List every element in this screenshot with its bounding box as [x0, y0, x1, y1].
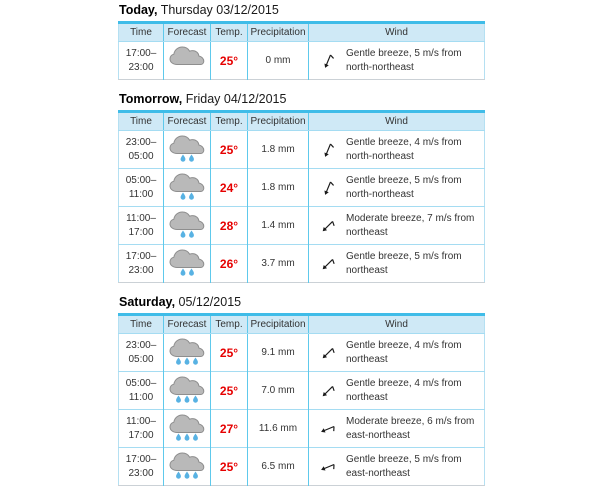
- light-rain-icon: [167, 247, 207, 277]
- forecast-section: [118, 295, 485, 486]
- cloudy-icon: [167, 44, 207, 74]
- section-title: [119, 92, 485, 107]
- time-cell: [119, 245, 164, 283]
- wind-description: Moderate breeze, 6 m/s from east-northeast: [346, 416, 475, 441]
- column-header-time: Time: [119, 23, 164, 42]
- temperature-value: 25°: [211, 372, 248, 410]
- forecast-cell: [164, 448, 211, 486]
- time-start: 05:00–: [125, 378, 157, 389]
- rain-icon: [167, 336, 207, 366]
- wind-arrow-from-northeast-icon: [318, 254, 338, 274]
- wind-arrow-from-east-northeast-icon: [318, 419, 338, 439]
- section-title: [119, 3, 485, 18]
- precipitation-value: 6.5 mm: [248, 448, 309, 486]
- section-date-label: Thursday 03/12/2015: [160, 3, 279, 17]
- forecast-cell: [164, 42, 211, 80]
- forecast-row: [119, 245, 485, 283]
- wind-arrow-from-east-northeast-icon: [318, 457, 338, 477]
- wind-description: Gentle breeze, 4 m/s from northeast: [346, 340, 462, 365]
- forecast-row: [119, 334, 485, 372]
- temperature-value: 25°: [211, 131, 248, 169]
- wind-description: Moderate breeze, 7 m/s from northeast: [346, 213, 475, 238]
- wind-arrow-from-northeast-icon: [318, 381, 338, 401]
- time-end: 23:00: [128, 61, 154, 73]
- column-header-precipitation: Precipitation: [248, 315, 309, 334]
- section-day-label: Tomorrow,: [119, 92, 183, 106]
- forecast-table: [118, 313, 485, 486]
- precipitation-value: 1.8 mm: [248, 169, 309, 207]
- wind-cell: [309, 448, 485, 486]
- time-end: 11:00: [128, 188, 154, 200]
- wind-description: Gentle breeze, 5 m/s from north-northeast: [346, 175, 462, 200]
- column-header-wind: Wind: [309, 112, 485, 131]
- wind-cell: [309, 372, 485, 410]
- forecast-section: [118, 92, 485, 283]
- temperature-value: 25°: [211, 334, 248, 372]
- time-start: 23:00–: [125, 340, 157, 351]
- column-header-temp: Temp.: [211, 315, 248, 334]
- table-header-row: [119, 315, 485, 334]
- time-cell: [119, 334, 164, 372]
- precipitation-value: 11.6 mm: [248, 410, 309, 448]
- forecast-sections: [118, 3, 485, 486]
- column-header-forecast: Forecast: [164, 112, 211, 131]
- time-end: 17:00: [128, 429, 154, 441]
- section-day-label: Saturday,: [119, 295, 176, 309]
- forecast-table: [118, 110, 485, 283]
- section-title: [119, 295, 485, 310]
- section-date-label: Friday 04/12/2015: [185, 92, 287, 106]
- time-start: 17:00–: [125, 454, 157, 465]
- column-header-temp: Temp.: [211, 23, 248, 42]
- temperature-value: 25°: [211, 448, 248, 486]
- wind-cell: [309, 207, 485, 245]
- time-start: 05:00–: [125, 175, 157, 186]
- wind-cell: [309, 131, 485, 169]
- wind-cell: [309, 169, 485, 207]
- light-rain-icon: [167, 209, 207, 239]
- table-header-row: [119, 23, 485, 42]
- wind-description: Gentle breeze, 5 m/s from northeast: [346, 251, 462, 276]
- rain-icon: [167, 450, 207, 480]
- temperature-value: 24°: [211, 169, 248, 207]
- column-header-forecast: Forecast: [164, 315, 211, 334]
- forecast-cell: [164, 169, 211, 207]
- time-cell: [119, 207, 164, 245]
- column-header-time: Time: [119, 315, 164, 334]
- temperature-value: 25°: [211, 42, 248, 80]
- light-rain-icon: [167, 171, 207, 201]
- forecast-row: [119, 169, 485, 207]
- column-header-time: Time: [119, 112, 164, 131]
- precipitation-value: 1.4 mm: [248, 207, 309, 245]
- column-header-forecast: Forecast: [164, 23, 211, 42]
- precipitation-value: 7.0 mm: [248, 372, 309, 410]
- wind-cell: [309, 334, 485, 372]
- time-start: 11:00–: [126, 213, 156, 224]
- wind-arrow-from-northeast-icon: [318, 343, 338, 363]
- table-header-row: [119, 112, 485, 131]
- wind-arrow-from-north-northeast-icon: [318, 140, 338, 160]
- rain-icon: [167, 374, 207, 404]
- column-header-wind: Wind: [309, 315, 485, 334]
- temperature-value: 27°: [211, 410, 248, 448]
- column-header-precipitation: Precipitation: [248, 23, 309, 42]
- forecast-cell: [164, 131, 211, 169]
- wind-cell: [309, 410, 485, 448]
- wind-description: Gentle breeze, 5 m/s from north-northeast: [346, 48, 462, 73]
- forecast-cell: [164, 372, 211, 410]
- section-day-label: Today,: [119, 3, 158, 17]
- forecast-row: [119, 448, 485, 486]
- precipitation-value: 0 mm: [248, 42, 309, 80]
- forecast-content: [118, 3, 485, 498]
- time-end: 05:00: [128, 353, 154, 365]
- forecast-row: [119, 207, 485, 245]
- temperature-value: 28°: [211, 207, 248, 245]
- light-rain-icon: [167, 133, 207, 163]
- wind-description: Gentle breeze, 4 m/s from north-northeast: [346, 137, 462, 162]
- forecast-cell: [164, 245, 211, 283]
- wind-arrow-from-northeast-icon: [318, 216, 338, 236]
- time-start: 23:00–: [125, 137, 157, 148]
- forecast-cell: [164, 207, 211, 245]
- wind-arrow-from-north-northeast-icon: [318, 178, 338, 198]
- forecast-row: [119, 410, 485, 448]
- wind-description: Gentle breeze, 5 m/s from east-northeast: [346, 454, 462, 479]
- time-end: 11:00: [128, 391, 154, 403]
- time-end: 23:00: [128, 467, 154, 479]
- time-cell: [119, 169, 164, 207]
- column-header-wind: Wind: [309, 23, 485, 42]
- column-header-temp: Temp.: [211, 112, 248, 131]
- precipitation-value: 3.7 mm: [248, 245, 309, 283]
- time-cell: [119, 372, 164, 410]
- forecast-cell: [164, 410, 211, 448]
- time-cell: [119, 131, 164, 169]
- forecast-row: [119, 42, 485, 80]
- precipitation-value: 1.8 mm: [248, 131, 309, 169]
- time-end: 17:00: [128, 226, 154, 238]
- forecast-section: [118, 3, 485, 80]
- precipitation-value: 9.1 mm: [248, 334, 309, 372]
- time-cell: [119, 42, 164, 80]
- wind-cell: [309, 42, 485, 80]
- rain-icon: [167, 412, 207, 442]
- wind-arrow-from-north-northeast-icon: [318, 51, 338, 71]
- time-end: 23:00: [128, 264, 154, 276]
- time-start: 17:00–: [125, 48, 157, 59]
- column-header-precipitation: Precipitation: [248, 112, 309, 131]
- forecast-table: [118, 21, 485, 80]
- time-start: 17:00–: [125, 251, 157, 262]
- wind-description: Gentle breeze, 4 m/s from northeast: [346, 378, 462, 403]
- time-cell: [119, 448, 164, 486]
- forecast-row: [119, 372, 485, 410]
- time-cell: [119, 410, 164, 448]
- forecast-cell: [164, 334, 211, 372]
- temperature-value: 26°: [211, 245, 248, 283]
- forecast-row: [119, 131, 485, 169]
- time-start: 11:00–: [126, 416, 156, 427]
- time-end: 05:00: [128, 150, 154, 162]
- section-date-label: 05/12/2015: [178, 295, 242, 309]
- wind-cell: [309, 245, 485, 283]
